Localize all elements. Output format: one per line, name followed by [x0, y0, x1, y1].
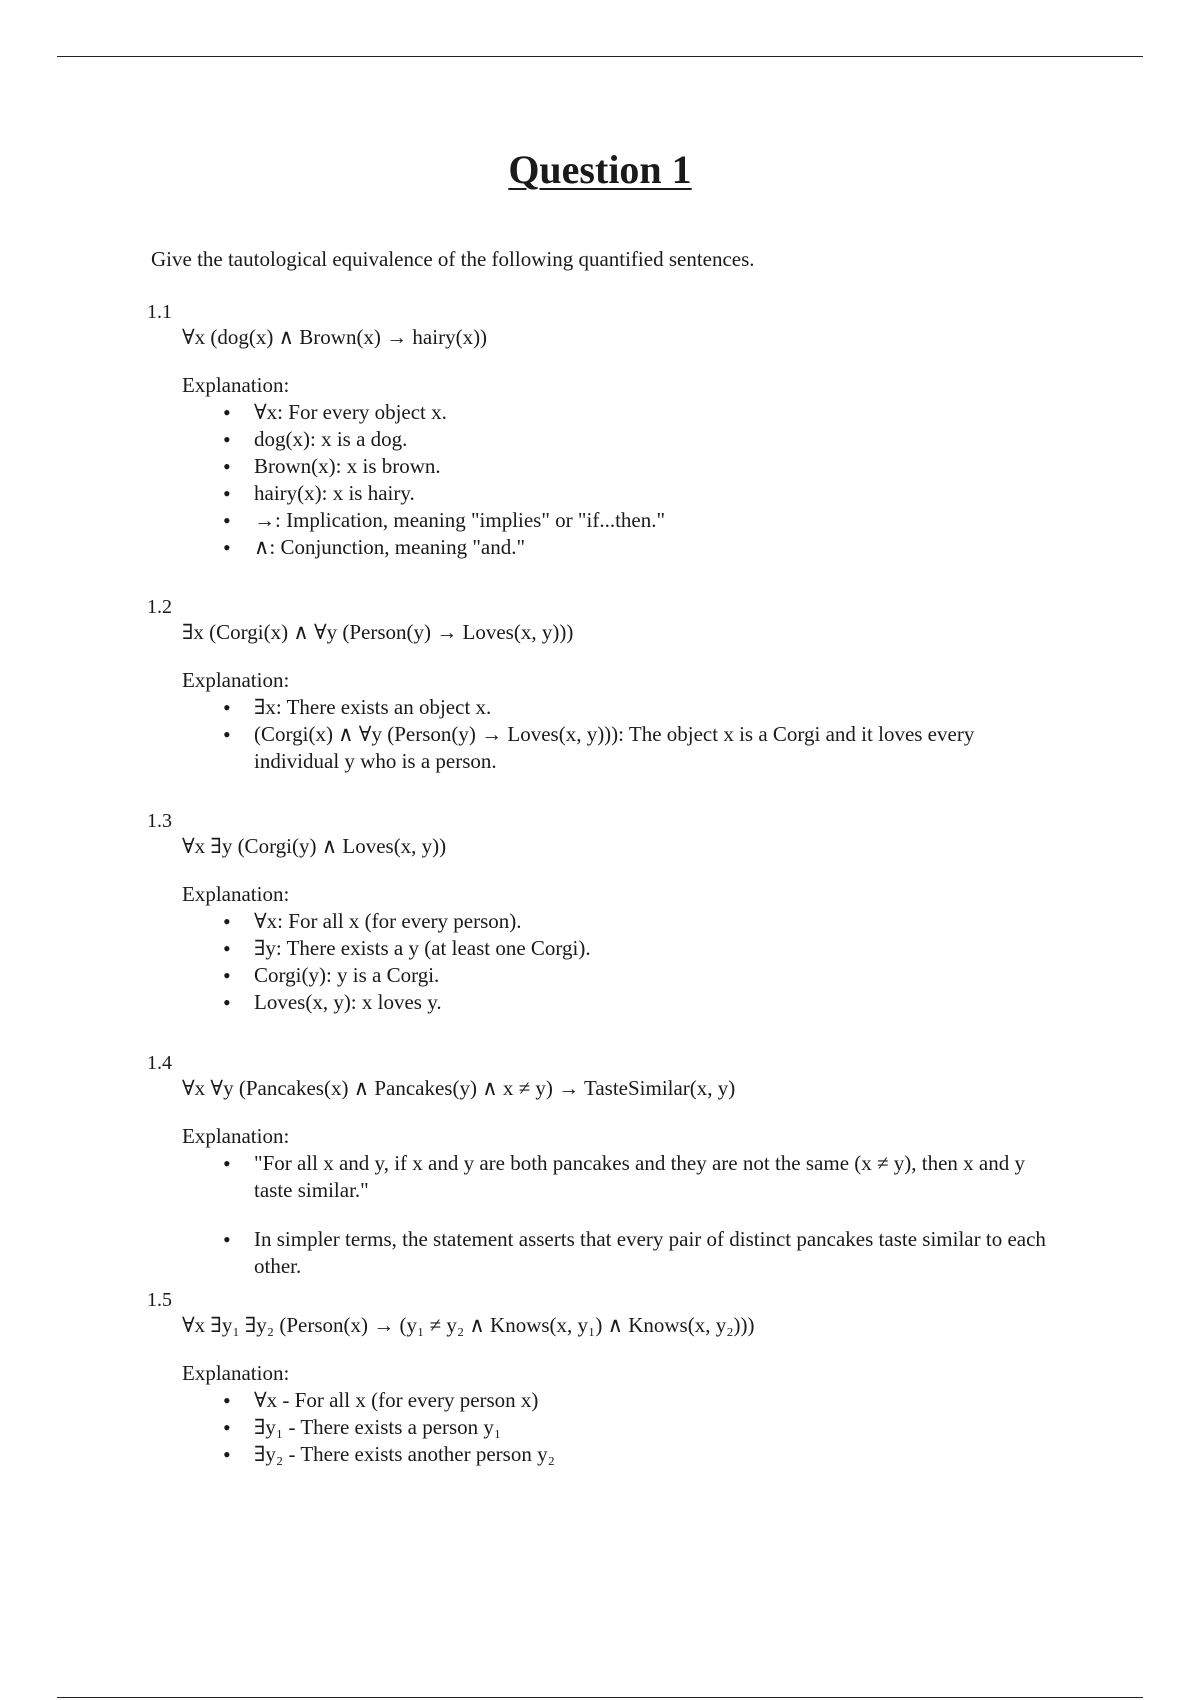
formula: ∃x (Corgi(x) ∧ ∀y (Person(y) → Loves(x, y))) — [182, 620, 574, 644]
formula: ∀x ∃y (Corgi(y) ∧ Loves(x, y)) — [182, 834, 447, 858]
explanation-list — [223, 908, 1053, 1016]
list-item: • Corgi(y): y is a Corgi. — [223, 962, 1053, 989]
explanation-list — [223, 1387, 1053, 1468]
formula: ∀x ∃y₁ ∃y₂ (Person(x) → (y₁ ≠ y₂ ∧ Knows(x, y₁) ∧ Knows(x, y₂))) — [182, 1313, 755, 1337]
list-item: • ∧: Conjunction, meaning "and." — [223, 534, 1053, 561]
explanation-list — [223, 1150, 1053, 1280]
list-item: • "For all x and y, if x and y are both pancakes and they are not the same (x ≠ y), then x and y taste similar." — [223, 1150, 1053, 1204]
explanation-list — [223, 694, 1053, 775]
list-item: • Brown(x): x is brown. — [223, 453, 1053, 480]
explanation-list — [223, 399, 1053, 561]
section-number: 1.3 — [147, 810, 172, 832]
top-rule — [57, 56, 1143, 57]
section-number: 1.1 — [147, 301, 172, 323]
list-item: • ∃x: There exists an object x. — [223, 694, 1053, 721]
list-item: • dog(x): x is a dog. — [223, 426, 1053, 453]
list-item: • ∃y₁ - There exists a person y₁ — [223, 1414, 1053, 1441]
bottom-rule — [57, 1697, 1143, 1698]
section-number: 1.4 — [147, 1052, 172, 1074]
list-item: • Loves(x, y): x loves y. — [223, 989, 1053, 1016]
list-item: • ∃y: There exists a y (at least one Corgi). — [223, 935, 1053, 962]
list-item: • ∀x: For all x (for every person). — [223, 908, 1053, 935]
list-item: • ∀x - For all x (for every person x) — [223, 1387, 1053, 1414]
formula: ∀x ∀y (Pancakes(x) ∧ Pancakes(y) ∧ x ≠ y) → TasteSimilar(x, y) — [182, 1076, 736, 1100]
explanation-label: Explanation: — [182, 1361, 290, 1385]
explanation-label: Explanation: — [182, 373, 290, 397]
list-item: • →: Implication, meaning "implies" or "if...then." — [223, 507, 1053, 534]
list-item: • In simpler terms, the statement asserts that every pair of distinct pancakes taste similar to each other. — [223, 1226, 1053, 1280]
section-number: 1.5 — [147, 1289, 172, 1311]
explanation-label: Explanation: — [182, 668, 290, 692]
page-title: Question 1 — [508, 147, 692, 192]
formula: ∀x (dog(x) ∧ Brown(x) → hairy(x)) — [182, 325, 488, 349]
list-item: • ∀x: For every object x. — [223, 399, 1053, 426]
section-number: 1.2 — [147, 596, 172, 618]
list-item: • hairy(x): x is hairy. — [223, 480, 1053, 507]
explanation-label: Explanation: — [182, 1124, 290, 1148]
explanation-label: Explanation: — [182, 882, 290, 906]
list-item: • ∃y₂ - There exists another person y₂ — [223, 1441, 1053, 1468]
intro-text: Give the tautological equivalence of the following quantified sentences. — [151, 247, 755, 271]
list-item: • (Corgi(x) ∧ ∀y (Person(y) → Loves(x, y))): The object x is a Corgi and it loves every individual y who is a person. — [223, 721, 1053, 775]
